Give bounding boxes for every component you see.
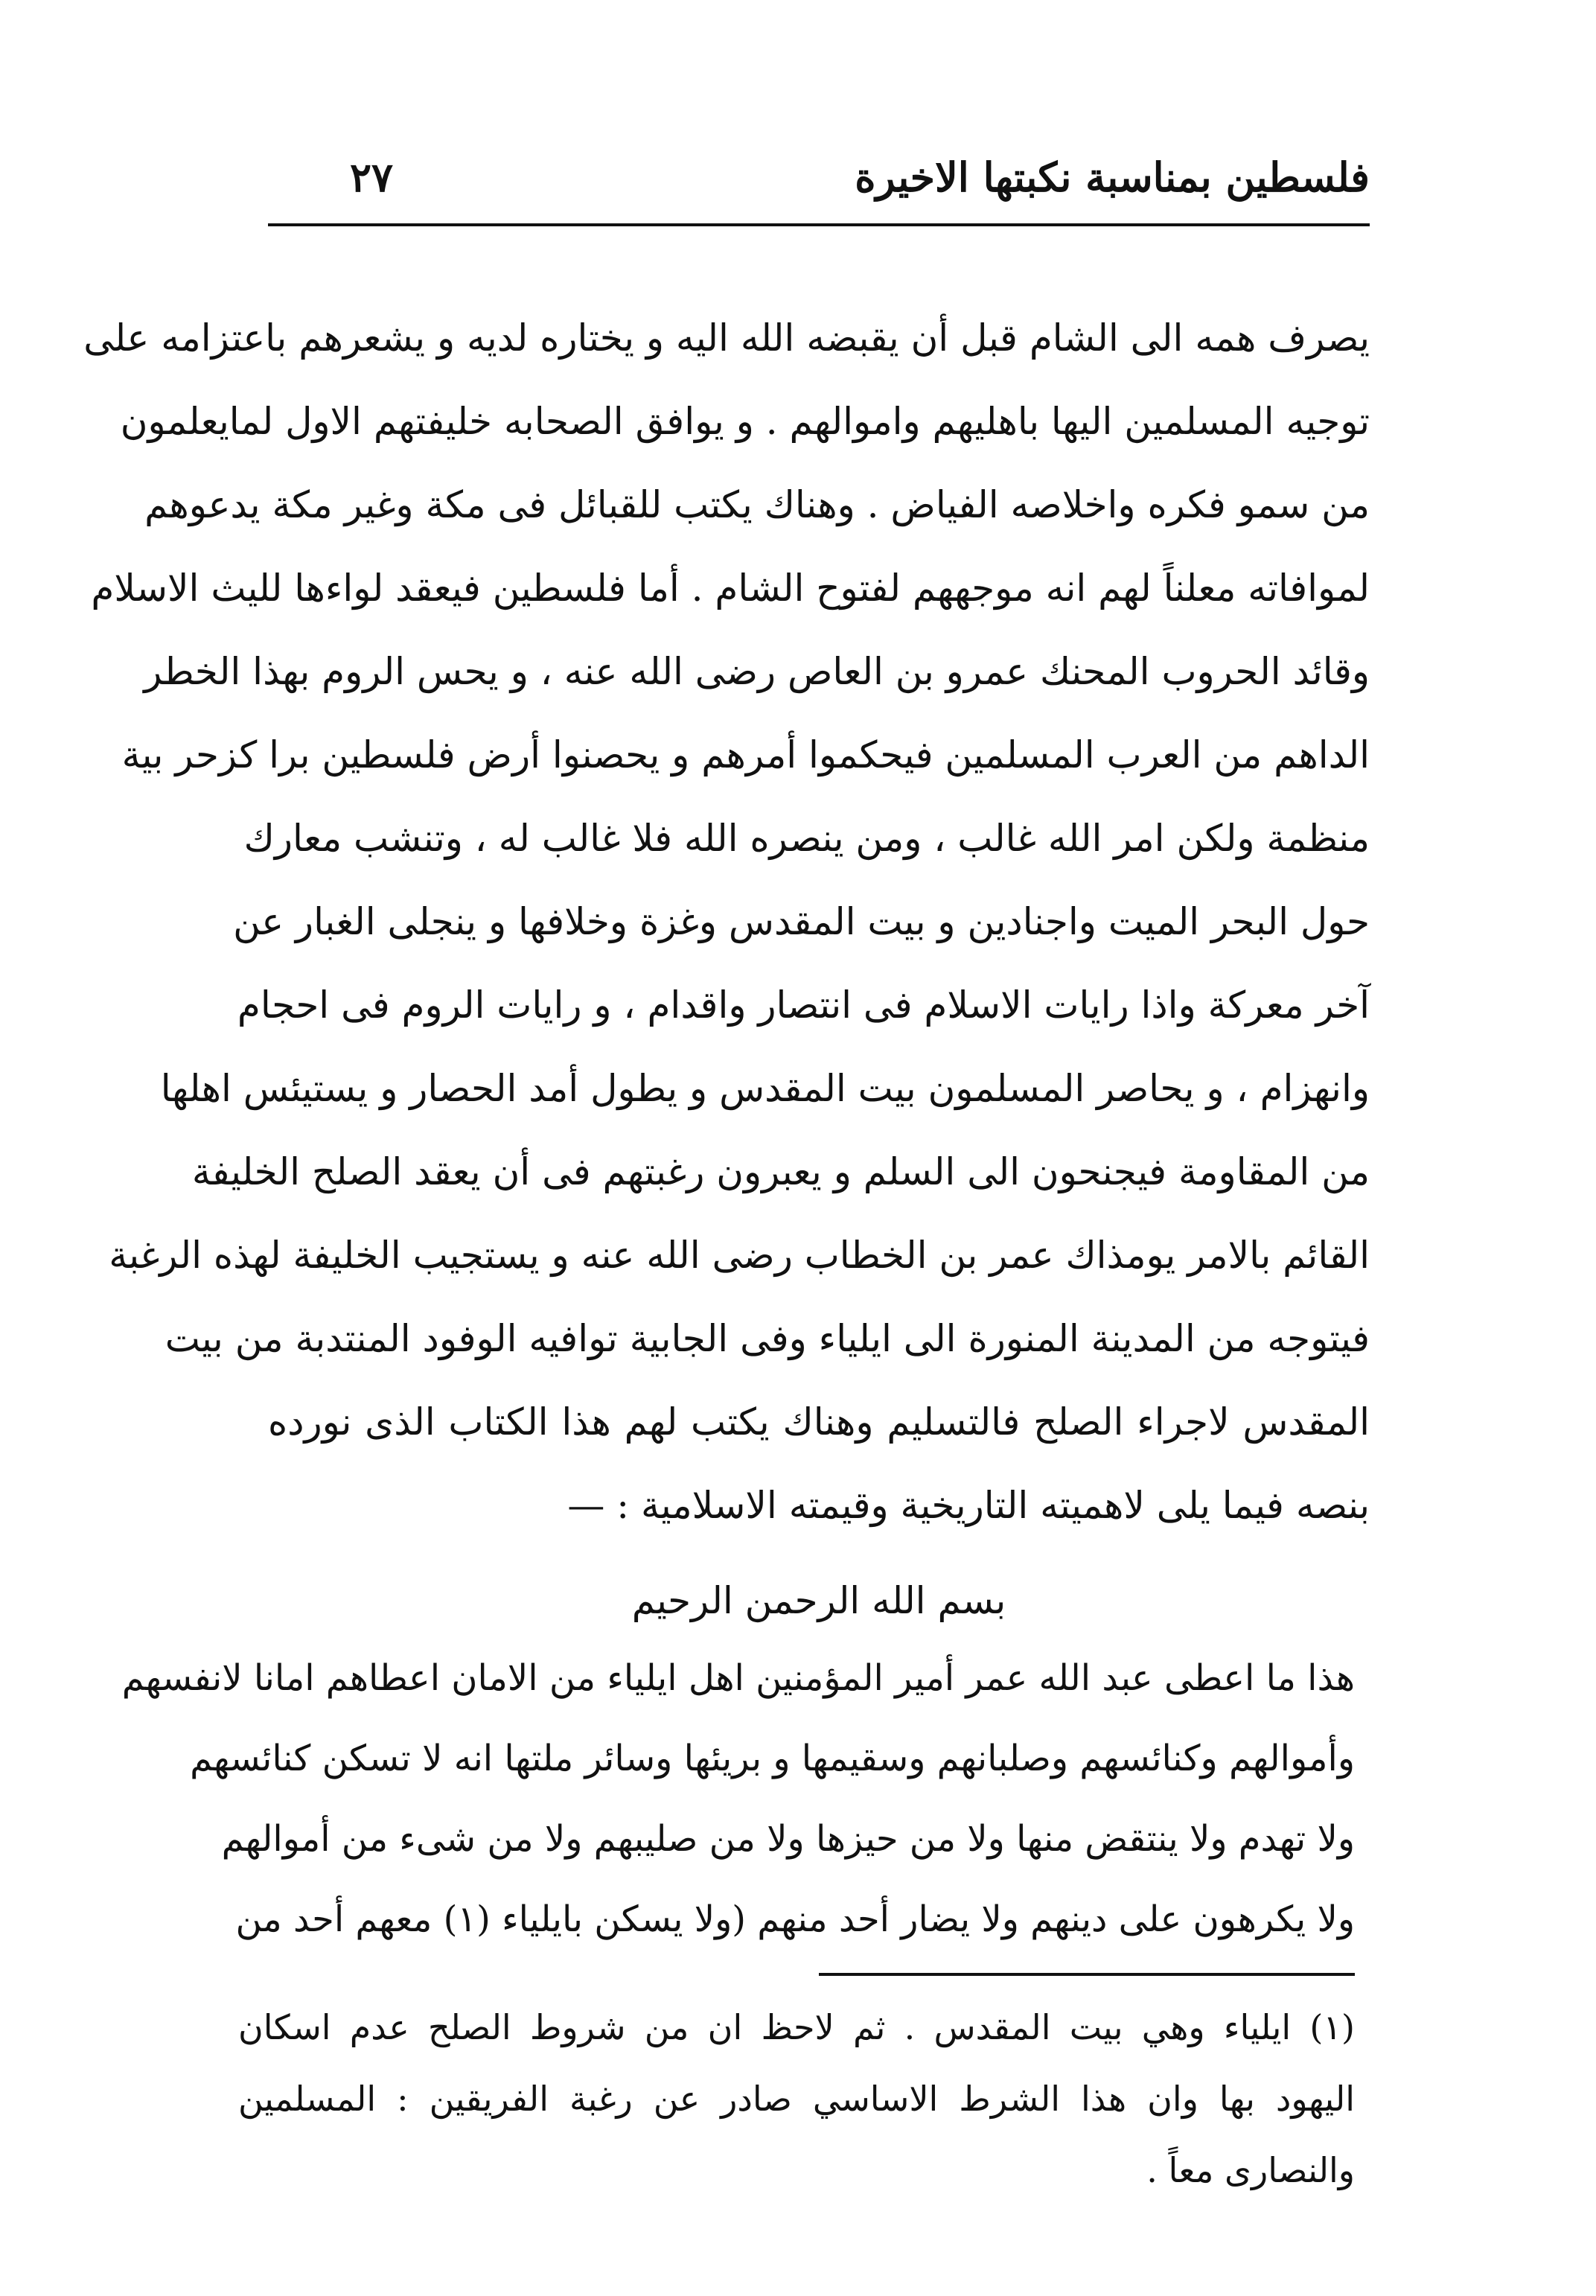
text-line: من المقاومة فيجنحون الى السلم و يعبرون رغبتهم فى أن يعقد الصلح الخليفة	[191, 1150, 1370, 1193]
text-line: وقائد الحروب المحنك عمرو بن العاص رضى الله عنه ، و يحس الروم بهذا الخطر	[144, 650, 1370, 693]
text-line: المقدس لاجراء الصلح فالتسليم وهناك يكتب لهم هذا الكتاب الذى نورده	[268, 1400, 1370, 1444]
text-line: يصرف همه الى الشام قبل أن يقبضه الله اليه و يختاره لديه و يشعرهم باعتزامه على	[83, 316, 1370, 360]
text-line: توجيه المسلمين اليها باهليهم واموالهم . و يوافق الصحابه خليفتهم الاول لمايعلمون	[120, 400, 1370, 443]
text-line: بنصه فيما يلى لاهميته التاريخية وقيمته الاسلامية : —	[567, 1484, 1370, 1527]
header-rule	[268, 223, 1370, 226]
treaty-text	[121, 1638, 1355, 1959]
footnote-line: اليهود بها وان هذا الشرط الاساسي صادر عن رغبة الفريقين : المسلمين	[238, 2079, 1355, 2119]
text-line: فيتوجه من المدينة المنورة الى ايلياء وفى الجابية توافيه الوفود المنتدبة من بيت	[165, 1317, 1370, 1360]
text-line: ولا يكرهون على دينهم ولا يضار أحد منهم (ولا يسكن بايلياء (١) معهم أحد من	[235, 1898, 1355, 1940]
text-line: هذا ما اعطى عبد الله عمر أمير المؤمنين اهل ايلياء من الامان اعطاهم امانا لانفسهم	[121, 1657, 1355, 1699]
text-line: حول البحر الميت واجنادين و بيت المقدس وغزة وخلافها و ينجلى الغبار عن	[233, 900, 1370, 943]
page-number: ٢٧	[350, 153, 394, 201]
text-line: منظمة ولكن امر الله غالب ، ومن ينصره الله فلا غالب له ، وتنشب معارك	[243, 817, 1370, 860]
text-line: وانهزام ، و يحاصر المسلمون بيت المقدس و يطول أمد الحصار و يستيئس اهلها	[160, 1067, 1370, 1110]
footnote-line: (١) ايلياء وهي بيت المقدس . ثم لاحظ ان من شروط الصلح عدم اسكان	[238, 2007, 1355, 2047]
text-line: آخر معركة واذا رايات الاسلام فى انتصار واقدام ، و رايات الروم فى احجام	[237, 983, 1370, 1027]
running-header	[268, 149, 1370, 216]
basmala-heading: بسم الله الرحمن الرحيم	[631, 1579, 1006, 1622]
text-line: الداهم من العرب المسلمين فيحكموا أمرهم و يحصنوا أرض فلسطين برا كزحر بية	[121, 733, 1370, 777]
text-line: لموافاته معلناً لهم انه موجههم لفتوح الشام . أما فلسطين فيعقد لواءها لليث الاسلام	[91, 567, 1370, 610]
text-line: وأموالهم وكنائسهم وصلبانهم وسقيمها و بريئها وسائر ملتها انه لا تسكن كنائسهم	[190, 1738, 1355, 1779]
main-text	[83, 296, 1370, 1547]
text-line: ولا تهدم ولا ينتقض منها ولا من حيزها ولا من صليبهم ولا من شىء من أموالهم	[221, 1818, 1355, 1860]
footnote-line: والنصارى معاً .	[1146, 2150, 1355, 2190]
text-line: من سمو فكره واخلاصه الفياض . وهناك يكتب للقبائل فى مكة وغير مكة يدعوهم	[144, 483, 1370, 526]
header-title: فلسطين بمناسبة نكبتها الاخيرة	[855, 153, 1370, 201]
footnote-rule	[819, 1973, 1355, 1976]
footnotes	[238, 1992, 1355, 2206]
text-line: القائم بالامر يومذاك عمر بن الخطاب رضى الله عنه و يستجيب الخليفة لهذه الرغبة	[109, 1234, 1370, 1277]
